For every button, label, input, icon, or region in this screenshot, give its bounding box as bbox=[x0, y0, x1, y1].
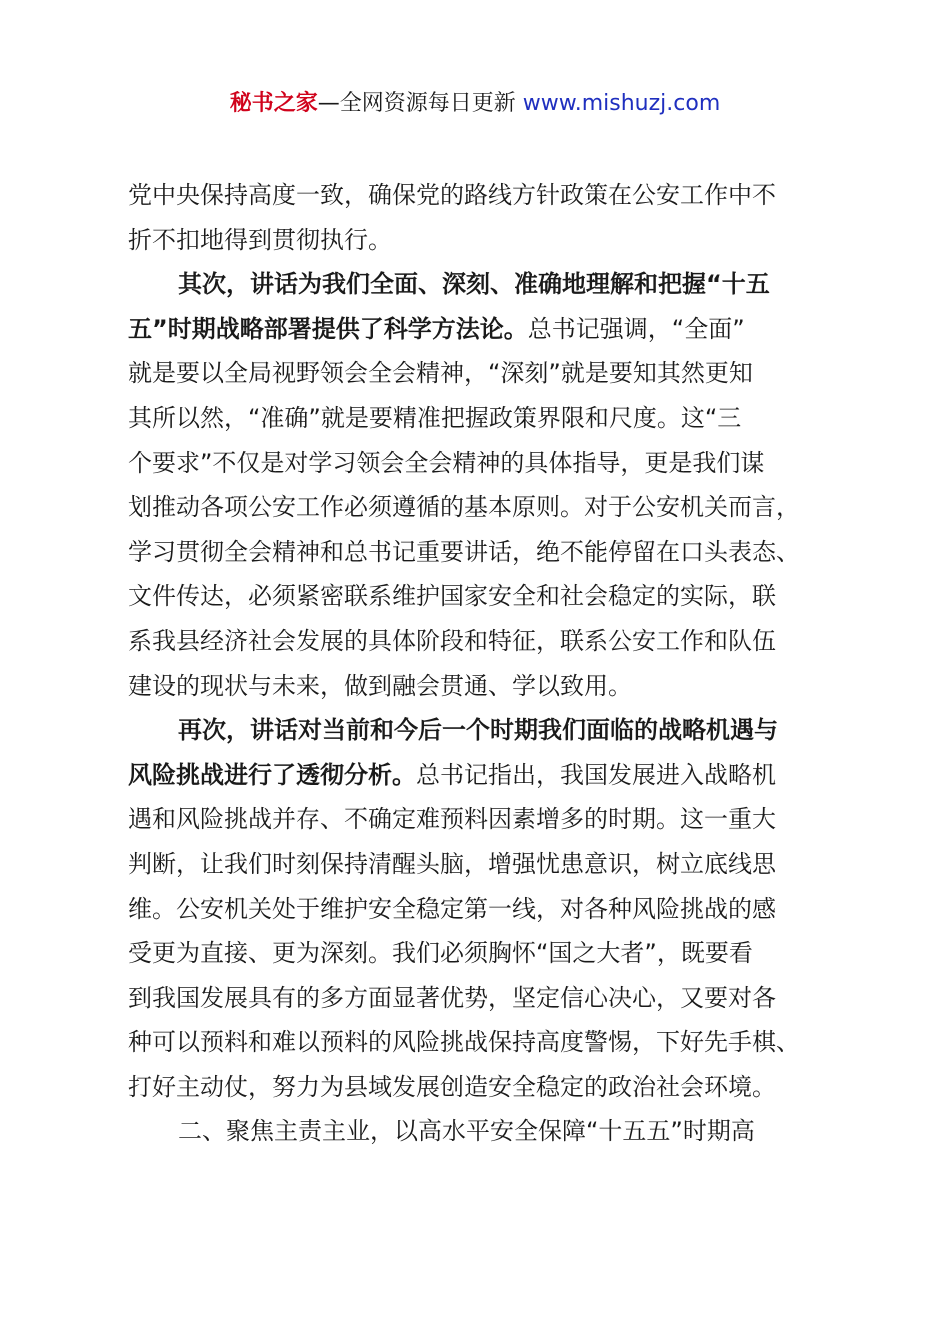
text-run: 维。公安机关处于维护安全稳定第一线，对各种风险挑战的感 bbox=[128, 894, 776, 923]
header-tagline: —全网资源每日更新 bbox=[317, 91, 523, 116]
text-line bbox=[128, 307, 833, 352]
text-line bbox=[128, 797, 833, 842]
text-run: 折不扣地得到贯彻执行。 bbox=[128, 225, 392, 254]
text-line bbox=[128, 574, 833, 619]
text-line bbox=[128, 664, 833, 709]
text-run: 判断，让我们时刻保持清醒头脑，增强忧患意识，树立底线思 bbox=[128, 849, 776, 878]
text-line bbox=[128, 441, 833, 486]
document-body bbox=[128, 173, 833, 1154]
text-line bbox=[128, 753, 833, 798]
bold-text-run: 再次，讲话对当前和今后一个时期我们面临的战略机遇与 bbox=[178, 716, 778, 745]
text-run: 就是要以全局视野领会全会精神，“深刻”就是要知其然更知 bbox=[128, 359, 753, 388]
text-line bbox=[128, 173, 833, 218]
page-header bbox=[0, 88, 950, 120]
text-run: 划推动各项公安工作必须遵循的基本原则。对于公安机关而言， bbox=[128, 493, 800, 522]
text-line bbox=[128, 396, 833, 441]
brand-name: 秘书之家 bbox=[229, 91, 318, 116]
text-line bbox=[128, 1065, 833, 1110]
text-line bbox=[128, 887, 833, 932]
text-line bbox=[128, 351, 833, 396]
text-run: 文件传达，必须紧密联系维护国家安全和社会稳定的实际，联 bbox=[128, 582, 776, 611]
site-url-link[interactable]: www.mishuzj.com bbox=[522, 91, 721, 116]
text-run: 个要求”不仅是对学习领会全会精神的具体指导，更是我们谋 bbox=[128, 448, 765, 477]
text-run: 遇和风险挑战并存、不确定难预料因素增多的时期。这一重大 bbox=[128, 805, 776, 834]
text-run: 系我县经济社会发展的具体阶段和特征，联系公安工作和队伍 bbox=[128, 626, 776, 655]
text-line bbox=[128, 262, 833, 307]
text-run: 到我国发展具有的多方面显著优势，坚定信心决心，又要对各 bbox=[128, 983, 776, 1012]
bold-text-run: 其次，讲话为我们全面、深刻、准确地理解和把握“十五 bbox=[178, 270, 770, 299]
text-line bbox=[128, 976, 833, 1021]
text-run: 受更为直接、更为深刻。我们必须胸怀“国之大者”，既要看 bbox=[128, 939, 753, 968]
text-line bbox=[128, 485, 833, 530]
bold-text-run: 五”时期战略部署提供了科学方法论。 bbox=[128, 314, 528, 343]
text-run: 建设的现状与未来，做到融会贯通、学以致用。 bbox=[128, 671, 632, 700]
text-run: 打好主动仗，努力为县域发展创造安全稳定的政治社会环境。 bbox=[128, 1072, 776, 1101]
text-line bbox=[128, 708, 833, 753]
text-run: 学习贯彻全会精神和总书记重要讲话，绝不能停留在口头表态、 bbox=[128, 537, 800, 566]
text-line bbox=[128, 1109, 833, 1154]
text-run: 总书记强调，“全面” bbox=[527, 314, 745, 343]
bold-text-run: 风险挑战进行了透彻分析。 bbox=[128, 760, 416, 789]
text-line bbox=[128, 1020, 833, 1065]
text-run: 其所以然，“准确”就是要精准把握政策界限和尺度。这“三 bbox=[128, 403, 742, 432]
text-run: 党中央保持高度一致，确保党的路线方针政策在公安工作中不 bbox=[128, 181, 776, 209]
text-run: 二、聚焦主责主业，以高水平安全保障“十五五”时期高 bbox=[178, 1117, 755, 1146]
text-run: 总书记指出，我国发展进入战略机 bbox=[416, 760, 776, 789]
text-line bbox=[128, 218, 833, 263]
text-line bbox=[128, 530, 833, 575]
text-line bbox=[128, 931, 833, 976]
text-run: 种可以预料和难以预料的风险挑战保持高度警惕，下好先手棋、 bbox=[128, 1028, 800, 1057]
text-line bbox=[128, 842, 833, 887]
text-line bbox=[128, 619, 833, 664]
